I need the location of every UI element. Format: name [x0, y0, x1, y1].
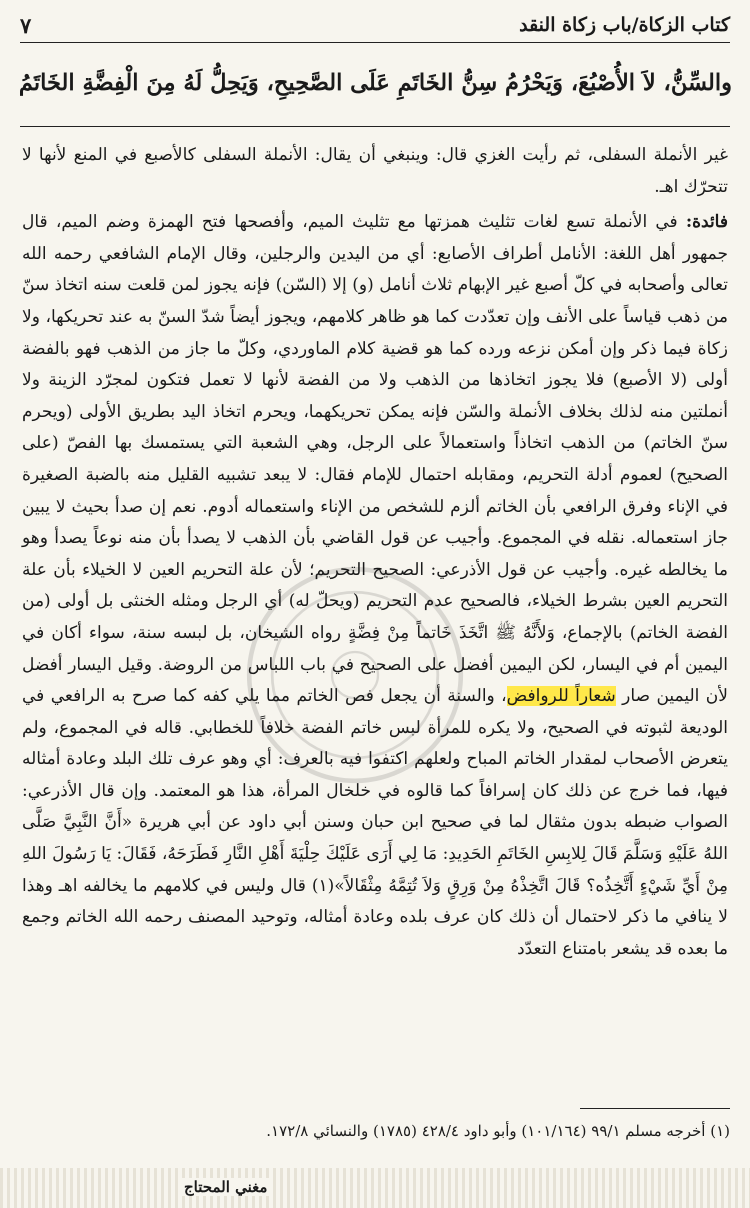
matn-divider — [20, 126, 730, 127]
paragraph-text: ، والسنة أن يجعل فص الخاتم مما يلي كفه كما صرح به الرافعي في الوديعة لثبوته في الصحيح، ولا يكره للمرأة لبس خاتم الفضة خلافاً للخطابي. قاله في المجموع، ولم يتعرض الأصحاب لمقدار الخاتم المباح ولعلهم اكتفوا فيه بالعرف: أي وهو عرف تلك البلد وعادة أمثاله فيها، فما خرج عن ذلك كان إسرافاً كما قالوه في خلخال المرأة، هذا هو المعتمد. وإن قال الأذرعي: الصواب ضبطه بدون مثقال لما في صحيح ابن حبان وسنن أبي داود عن أبي هريرة «أَنَّ النَّبِيَّ صَلَّى اللهُ عَلَيْهِ وَسَلَّمَ قَالَ لِلابِسِ الخَاتَمِ الحَدِيدِ: مَا لِي أَرَى عَلَيْكَ حِلْيَةَ أَهْلِ النَّارِ فَطَرَحَهُ، فَقَالَ: يَا رَسُولَ اللهِ مِنْ أَيِّ شَيْءٍ أَتَّخِذُه؟ قَالَ اتَّخِذْهُ مِنْ وَرِقٍ وَلاَ تُتِمَّهُ مِثْقَالاً»(١) قال وليس في كلامهم ما يخالفه اهـ وهذا لا ينافي ما ذكر لاحتمال أن ذلك كان عرف بلده وعادة أمثاله، وتوحيد المصنف رحمه الله الخاتم وجمع ما بعده قد يشعر بامتناع التعدّد — [22, 686, 729, 959]
page-footer — [0, 1168, 750, 1208]
footnote-rule — [580, 1108, 730, 1109]
footer-label: مغني المحتاج — [178, 1178, 273, 1196]
page-number: ٧ — [20, 12, 32, 38]
paragraph: غير الأنملة السفلى، ثم رأيت الغزي قال: وينبغي أن يقال: الأنملة السفلى كالأصبع في المنع لأنها لا تتحرّك اهـ. — [22, 145, 728, 197]
paragraph-text: في الأنملة تسع لغات تثليث همزتها مع تثليث الميم، وأفصحها فتح الهمزة وضم الميم، قال جمهور أهل اللغة: الأنامل أطراف الأصابع: أي من اليدين والرجلين، وقال الإمام الشافعي رحمه الله تعالى وأصحابه في كلّ أصبع غير الإبهام ثلاث أنامل (و) إلا (السّن) فإنه يجوز لمن قلعت سنه اتخاذ سنّ من ذهب قياساً على الأنف وإن تعدّدت كما هو ظاهر كلامهم، ويجوز أيضاً شدّ السنّ به عند تحريكها، ولا زكاة فيما ذكر وإن أمكن نزعه ورده كما هو قضية كلام الماوردي، وكلّ ما جاز من الذهب فهو بالفضة أولى (لا الأصبع) فلا يجوز اتخاذها من الذهب ولا من الفضة لأنها لا تعمل فتكون لمجرّد الزينة ولا أنملتين منه لذلك بخلاف الأنملة والسّن فإنه يمكن تحريكهما، ويحرم اتخاذ اليد بطريق الأولى (ويحرم سنّ الخاتم) من الذهب اتخاذاً واستعمالاً على الرجل، وهي الشعبة التي يستمسك بها الفصّ (على الصحيح) لعموم أدلة التحريم، ومقابله احتمال للإمام فقال: لا يبعد تشبيه القليل منه بالضبة الصغيرة في الإناء وفرق الرافعي بأن الخاتم ألزم للشخص من الإناء واستعماله أدوم. نعم إن صدأ بحيث لا يبين جاز استعماله. نقله في المجموع. وأجيب عن قول القاضي بأن الذهب لا يصدأ بأن منه نوعاً يصدأ وهو ما يخالطه غيره. وأجيب عن قول الأذرعي: الصحيح التحريم؛ لأن علة التحريم العين لا الخيلاء بأن علة التحريم العين بشرط الخيلاء، فالصحيح عدم التحريم (ويحلّ له) أي الرجل ومثله الخنثى بل أولى (من الفضة الخاتم) بالإجماع، وَلأَنَّهُ ﷺ اتَّخَذَ خَاتماً مِنْ فِضَّةٍ رواه الشيخان، بل لبسه سنة، سواء أكان في اليمين أم في اليسار، لكن اليمين أفضل على الصحيح في باب اللباس من الروضة. وقيل اليسار أفضل لأن اليمين صار — [22, 212, 728, 707]
highlighted-text: شعاراً للروافض — [506, 686, 616, 707]
running-title: كتاب الزكاة/باب زكاة النقد — [519, 14, 730, 36]
commentary-body — [22, 140, 728, 965]
footnote: (١) أخرجه مسلم ٩٩/١ (١٠١/١٦٤) وأبو داود ٤٢٨/٤ (١٧٨٥) والنسائي ١٧٢/٨. — [266, 1122, 730, 1140]
faida-label: فائدة: — [685, 212, 728, 233]
matn-text: والسِّنُّ، لاَ الأُصْبُعَ، وَيَحْرُمُ سِنُّ الخَاتَمِ عَلَى الصَّحِيحِ، وَيَحِلُّ لَهُ مِنَ الْفِضَّةِ الخَاتَمُ — [18, 70, 732, 96]
page-header — [20, 8, 730, 43]
paragraph — [22, 207, 728, 965]
